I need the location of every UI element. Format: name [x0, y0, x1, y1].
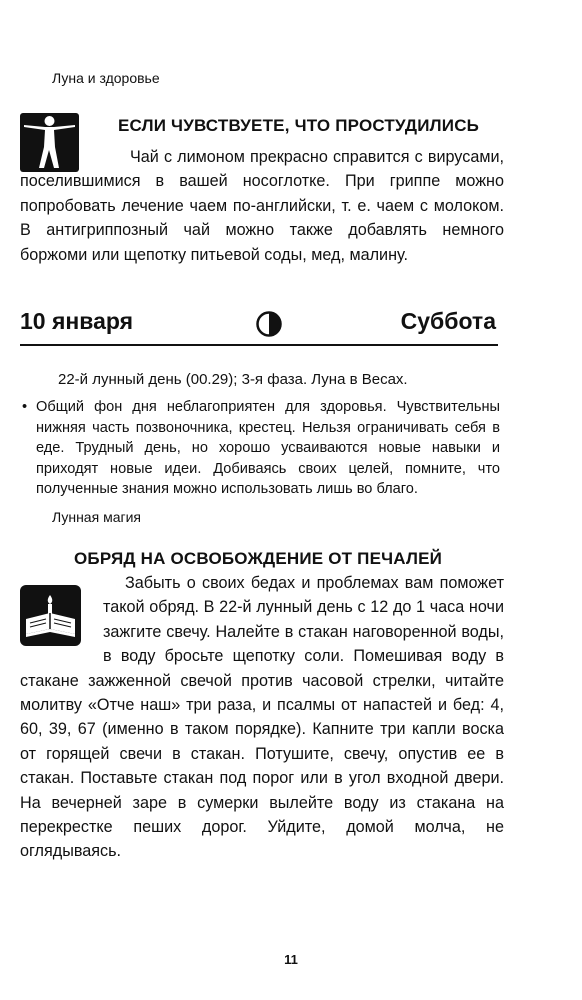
- day-header: [20, 302, 498, 344]
- magic-text-content: Забыть о своих бедах и проблемах вам поможет такой обряд. В 22-й лунный день с 12 до 1 часа ночи зажгите свечу. Налейте в стакан наговоренной воды, в воду бросьте щепотку соли. Помешивая воду в стакане зажженной свечой против часовой стрелки, читайте молитву «Отче наш» три раза, и псалмы от напастей и бед: 4, 60, 39, 67 (именно в таком порядке). Капните три капли воска от горящей свечи в стакан. Потушите, свечу, опустив ее в стакан. Поставьте стакан под порог или в угол входной двери. На вечерней заре в сумерки вылейте воду из стакана на перекрестке пеших дорог. Уйдите, домой молча, не оглядываясь.: [20, 574, 504, 861]
- waning-moon-icon: [256, 311, 282, 337]
- magic-text: [20, 571, 504, 864]
- lunar-day-info: 22-й лунный день (00.29); 3-я фаза. Луна в Весах.: [58, 371, 408, 388]
- health-text: Чай с лимоном прекрасно справится с вирусами, поселившимися в вашей носоглотке. При гриппе можно попробовать лечение чаем по-английски, т. е. чаем с молоком. В антигриппозный чай можно также добавлять немного боржоми или щепотку питьевой соды, мед, малину.: [20, 148, 504, 264]
- health-heading: ЕСЛИ ЧУВСТВУЕТЕ, ЧТО ПРОСТУДИЛИСЬ: [118, 116, 480, 135]
- magic-heading: ОБРЯД НА ОСВОБОЖДЕНИЕ ОТ ПЕЧАЛЕЙ: [74, 549, 443, 568]
- section-label-health: Луна и здоровье: [52, 70, 160, 86]
- section-label-magic: Лунная магия: [52, 509, 141, 525]
- page-number: 11: [284, 952, 298, 967]
- day-notes-list: [20, 397, 500, 500]
- date-label: 10 января: [20, 308, 134, 334]
- header-divider: [20, 344, 498, 346]
- list-item: • Общий фон дня неблагоприятен для здоровья. Чувствительны нижняя часть позвоночника, крестец. Нельзя ограничивать себя в еде. Трудный день, но хорошо усваиваются новые навыки и приходят новые идеи. Добиваясь своих целей, помните, что полученные знания можно использовать лишь во благо.: [20, 397, 500, 500]
- weekday-label: Суббота: [400, 308, 496, 334]
